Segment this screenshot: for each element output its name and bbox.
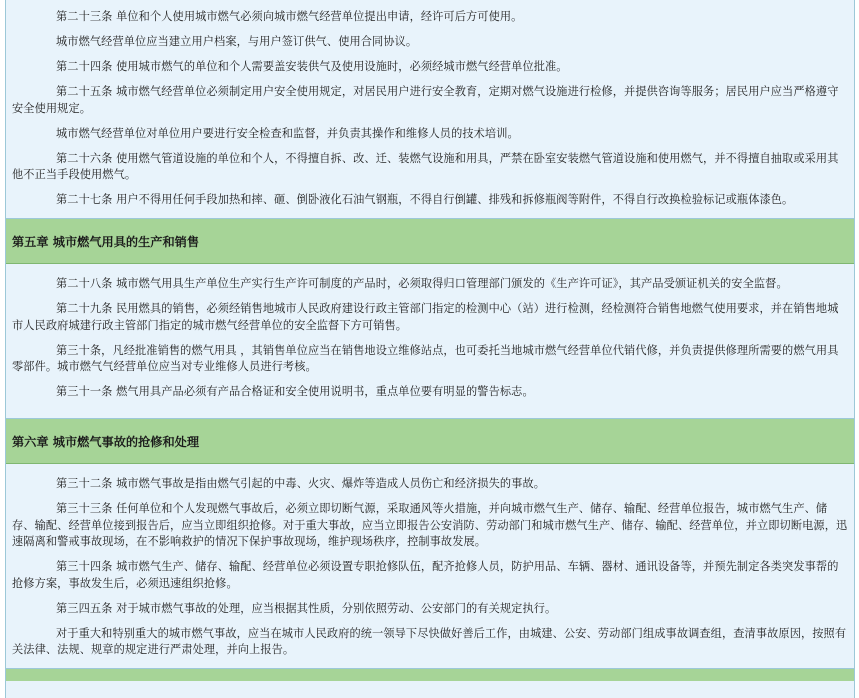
section-chapter6	[6, 464, 854, 669]
paragraph: 第二十八条 城市燃气用具生产单位生产实行生产许可制度的产品时，必须取得归口管理部门颁发的《生产许可证》，其产品受颁证机关的安全监督。	[56, 277, 788, 290]
paragraph: 第二十七条 用户不得用任何手段加热和摔、砸、倒卧液化石油气钢瓶，不得自行倒罐、排残和拆修瓶阀等附件，不得自行改换检验标记或瓶体漆色。	[56, 193, 794, 206]
next-chapter-heading-strip	[6, 669, 854, 681]
paragraph: 第三十三条 任何单位和个人发现燃气事故后，必须立即切断气源，采取通风等火措施，并向城市燃气生产、储存、输配、经营单位报告，城市燃气生产、储存、输配、经营单位接到报告后，应当立即组织抢修。对于重大事故，应当立即报告公安消防、劳动部门和城市燃气生产、储存、输配、经营单位，并立即切断电源，迅速隔离和警戒事故现场，在不影响救护的情况下保护事故现场，维护现场秩序，控制事故发展。	[12, 502, 848, 548]
chapter-heading-6: 第六章 城市燃气事故的抢修和处理	[6, 419, 854, 464]
paragraph: 城市燃气经营单位应当建立用户档案，与用户签订供气、使用合同协议。	[56, 35, 418, 48]
document-page	[5, 0, 855, 698]
paragraph: 城市燃气经营单位对单位用户要进行安全检查和监督，并负责其操作和维修人员的技术培训。	[56, 126, 519, 140]
paragraph: 第三十二条 城市燃气事故是指由燃气引起的中毒、火灾、爆炸等造成人员伤亡和经济损失的事故。	[56, 477, 546, 490]
paragraph: 第三十四条 城市燃气生产、储存、输配、经营单位必须设置专职抢修队伍，配齐抢修人员，防护用品、车辆、器材、通讯设备等，并预先制定各类突发事帮的抢修方案，事故发生后，必须迅速组织抢修。	[12, 560, 839, 590]
chapter-heading-5: 第五章 城市燃气用具的生产和销售	[6, 219, 854, 264]
paragraph: 第三十条，凡经批准销售的燃气用具 ，其销售单位应当在销售地设立维修站点，也可委托当地城市燃气经营单位代销代修，并负责提供修理所需要的燃气用具零部件。城市燃气气经营单位应当对专业维修人员进行考核。	[12, 343, 839, 373]
section-chapter4-tail	[6, 0, 854, 219]
paragraph: 第三十一条 燃气用具产品必须有产品合格证和安全使用说明书，重点单位要有明显的警告标志。	[56, 385, 534, 398]
paragraph: 第二十三条 单位和个人使用城市燃气必须向城市燃气经营单位提出申请，经许可后方可使用。	[56, 10, 523, 23]
paragraph: 对于重大和特别重大的城市燃气事故，应当在城市人民政府的统一领导下尽快做好善后工作，由城建、公安、劳动部门组成事故调查组，查清事故原因，按照有关法律、法规、规章的规定进行严肃处理，并向上报告。	[12, 626, 847, 656]
paragraph: 第二十五条 城市燃气经营单位必须制定用户安全使用规定，对居民用户进行安全教育，定期对燃气设施进行检修，并提供咨询等服务；居民用户应当严格遵守安全使用规定。	[12, 85, 839, 115]
paragraph: 第二十六条 使用燃气管道设施的单位和个人，不得擅自拆、改、迁、装燃气设施和用具，严禁在卧室安装燃气管道设施和使用燃气，并不得擅自抽取或采用其他不正当手段使用燃气。	[12, 151, 839, 181]
section-chapter5	[6, 264, 854, 419]
paragraph: 第二十四条 使用城市燃气的单位和个人需要盖安装供气及使用设施时，必须经城市燃气经营单位批准。	[56, 60, 568, 73]
paragraph: 第二十九条 民用燃具的销售，必须经销售地城市人民政府建设行政主管部门指定的检测中心（站）进行检测，经检测符合销售地燃气使用要求，并在销售地城市人民政府城建行政主管部门指定的城市燃气经营单位的安全监督下方可销售。	[12, 302, 839, 332]
paragraph: 第三四五条 对于城市燃气事故的处理，应当根据其性质，分别依照劳动、公安部门的有关规定执行。	[56, 601, 557, 615]
